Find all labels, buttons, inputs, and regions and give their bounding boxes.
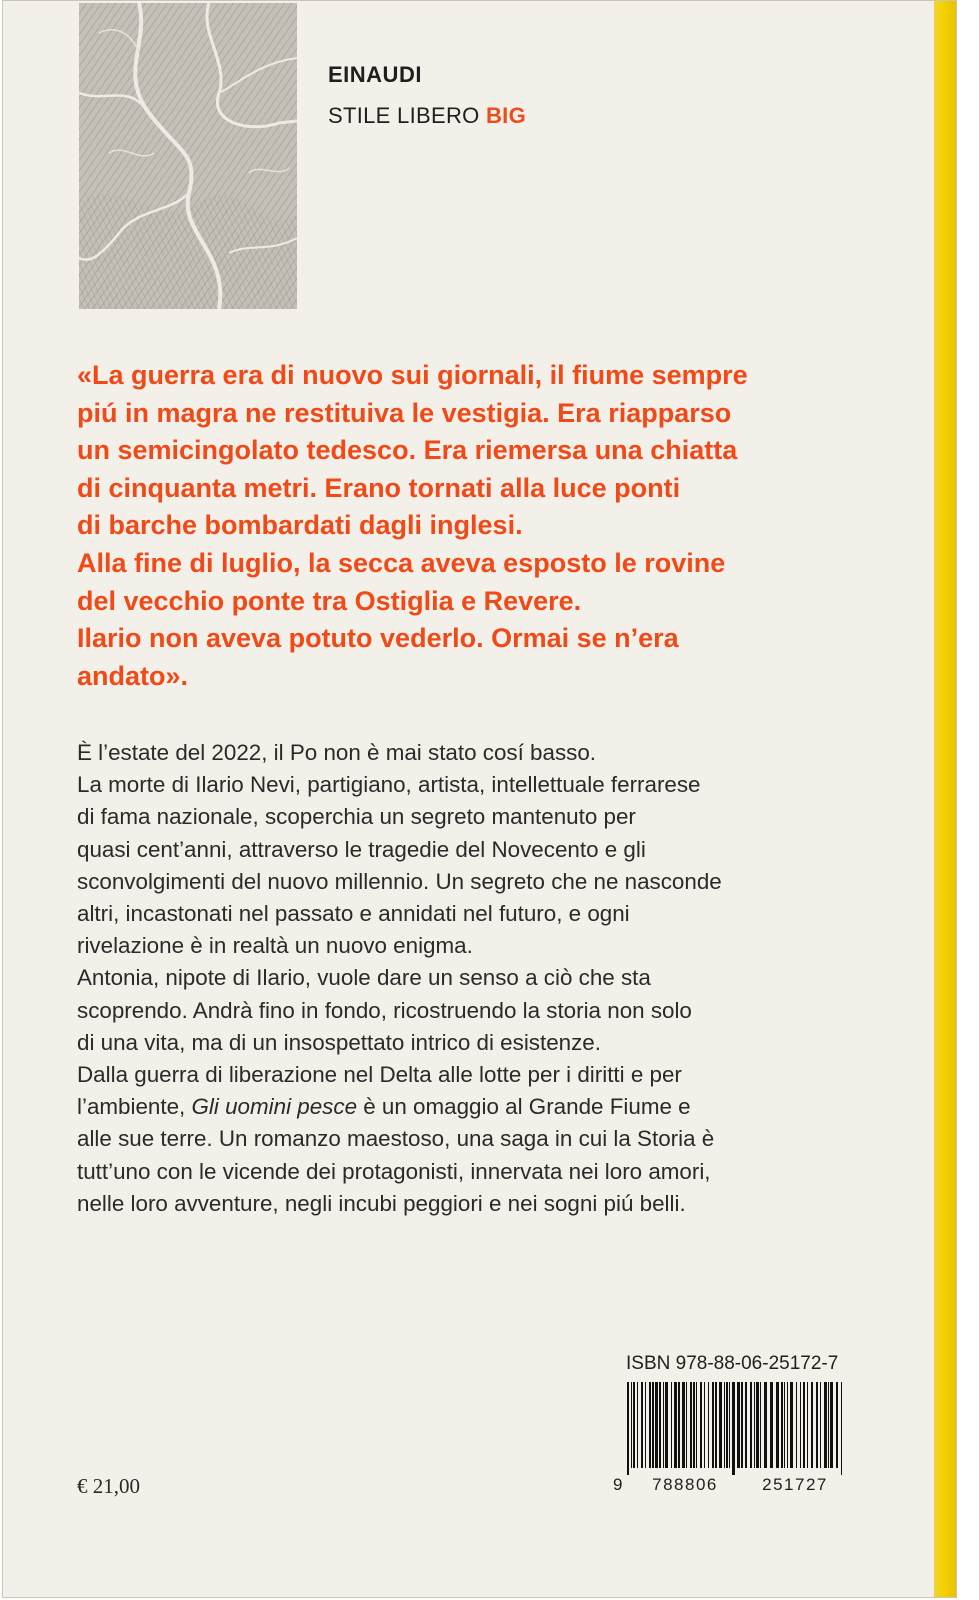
series-suffix: BIG — [485, 103, 526, 128]
barcode-right-digits: 251727 — [762, 1475, 828, 1494]
quote-line: piú in magra ne restituiva le vestigia. Era riapparso — [77, 397, 732, 428]
series-name — [328, 103, 526, 129]
pull-quote — [77, 357, 877, 695]
blurb-line: rivelazione è in realtà un nuovo enigma. — [77, 933, 473, 959]
blurb-text: è un omaggio al Grande Fiume e — [357, 1094, 691, 1120]
blurb-line: quasi cent’anni, attraverso le tragedie del Novecento e gli — [77, 836, 646, 862]
blurb-text: l’ambiente, — [77, 1094, 192, 1120]
quote-line: un semicingolato tedesco. Era riemersa una chiatta — [77, 435, 738, 466]
blurb-line: scoprendo. Andrà fino in fondo, ricostruendo la storia non solo — [77, 997, 692, 1023]
back-cover — [2, 0, 957, 1598]
barcode-left-digits: 788806 — [652, 1475, 718, 1494]
book-blurb — [77, 737, 877, 1220]
blurb-line: nelle loro avventure, negli incubi peggiori e nei sogni piú belli. — [77, 1190, 686, 1216]
book-title: Gli uomini pesce — [191, 1094, 358, 1120]
topographic-map-graphic — [79, 3, 297, 309]
blurb-line: sconvolgimenti del nuovo millennio. Un segreto che ne nasconde — [77, 868, 722, 894]
blurb-line: Antonia, nipote di Ilario, vuole dare un senso a ciò che sta — [77, 965, 651, 991]
price-label: € 21,00 — [77, 1474, 140, 1498]
blurb-line: È l’estate del 2022, il Po non è mai stato cosí basso. — [77, 740, 597, 765]
blurb-line: alle sue terre. Un romanzo maestoso, una saga in cui la Storia è — [77, 1126, 715, 1152]
barcode-icon — [625, 1382, 847, 1475]
blurb-line: di una vita, ma di un insospettato intrico di esistenze. — [77, 1029, 601, 1055]
blurb-line: altri, incastonati nel passato e annidati nel futuro, e ogni — [77, 901, 630, 927]
quote-line: di cinquanta metri. Erano tornati alla luce ponti — [77, 472, 681, 503]
publisher-name: EINAUDI — [328, 62, 422, 87]
blurb-line: di fama nazionale, scoperchia un segreto mantenuto per — [77, 804, 636, 830]
yellow-spine-strip — [934, 1, 956, 1597]
quote-line: Ilario non aveva potuto vederlo. Ormai se n’era — [77, 623, 679, 654]
blurb-line: La morte di Ilario Nevi, partigiano, artista, intellettuale ferrarese — [77, 772, 701, 798]
quote-line: del vecchio ponte tra Ostiglia e Revere. — [77, 585, 582, 616]
isbn-label: ISBN 978-88-06-25172-7 — [626, 1353, 839, 1374]
barcode-lead-digit: 9 — [613, 1475, 624, 1494]
blurb-line: Dalla guerra di liberazione nel Delta alle lotte per i diritti e per — [77, 1062, 682, 1088]
blurb-line-with-title — [77, 1091, 877, 1123]
series-prefix: STILE LIBERO — [328, 103, 480, 128]
blurb-line: tutt’uno con le vicende dei protagonisti, innervata nei loro amori, — [77, 1158, 711, 1184]
quote-line: «La guerra era di nuovo sui giornali, il fiume sempre — [77, 360, 748, 390]
quote-line: Alla fine di luglio, la secca aveva esposto le rovine — [77, 547, 726, 578]
barcode-digits — [613, 1475, 849, 1495]
quote-line: andato». — [77, 660, 189, 691]
quote-line: di barche bombardati dagli inglesi. — [77, 510, 523, 541]
map-illustration — [79, 3, 297, 309]
